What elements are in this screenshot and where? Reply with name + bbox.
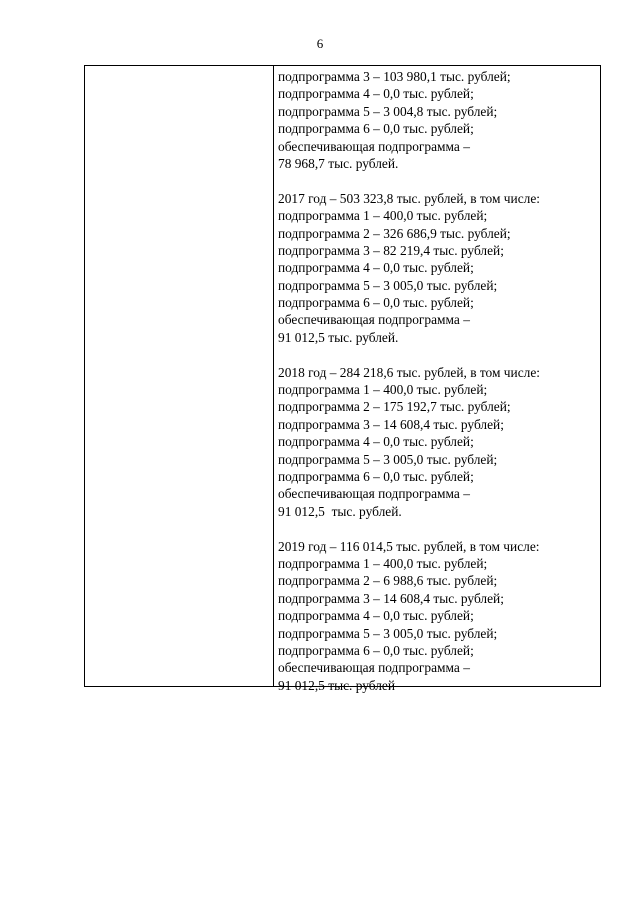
table-left-cell <box>85 66 273 686</box>
column-divider <box>273 66 274 686</box>
funding-line: подпрограмма 3 – 103 980,1 тыс. рублей; <box>278 69 511 84</box>
funding-line: подпрограмма 6 – 0,0 тыс. рублей; <box>278 295 474 311</box>
funding-line: подпрограмма 1 – 400,0 тыс. рублей; <box>278 382 488 398</box>
table-right-cell <box>278 68 596 694</box>
funding-block-2017 <box>278 190 596 347</box>
funding-line: подпрограмма 3 – 82 219,4 тыс. рублей; <box>278 242 504 258</box>
funding-line: подпрограмма 6 – 0,0 тыс. рублей; <box>278 642 474 658</box>
funding-line: подпрограмма 4 – 0,0 тыс. рублей; <box>278 86 474 102</box>
funding-line: обеспечивающая подпрограмма – <box>278 660 470 676</box>
funding-line: подпрограмма 3 – 14 608,4 тыс. рублей; <box>278 416 504 432</box>
year-total-line: 2019 год – 116 014,5 тыс. рублей, в том числе: <box>278 538 540 554</box>
funding-line: 91 012,5 тыс. рублей <box>278 677 396 693</box>
funding-line: 78 968,7 тыс. рублей. <box>278 155 399 171</box>
year-total-line: 2017 год – 503 323,8 тыс. рублей, в том числе: <box>278 190 540 206</box>
funding-line: подпрограмма 5 – 3 004,8 тыс. рублей; <box>278 103 498 119</box>
funding-line: подпрограмма 5 – 3 005,0 тыс. рублей; <box>278 451 498 467</box>
funding-line: обеспечивающая подпрограмма – <box>278 312 470 328</box>
funding-line: 91 012,5 тыс. рублей. <box>278 329 399 345</box>
funding-block-2018 <box>278 364 596 521</box>
page-number: 6 <box>316 36 324 51</box>
funding-line: подпрограмма 6 – 0,0 тыс. рублей; <box>278 468 474 484</box>
funding-line: подпрограмма 3 – 14 608,4 тыс. рублей; <box>278 590 504 606</box>
funding-line: подпрограмма 1 – 400,0 тыс. рублей; <box>278 208 488 224</box>
block-spacer <box>278 346 596 363</box>
funding-line: подпрограмма 4 – 0,0 тыс. рублей; <box>278 434 474 450</box>
funding-line: подпрограмма 4 – 0,0 тыс. рублей; <box>278 608 474 624</box>
funding-line: подпрограмма 2 – 6 988,6 тыс. рублей; <box>278 573 498 589</box>
funding-line: подпрограмма 1 – 400,0 тыс. рублей; <box>278 555 488 571</box>
funding-line: подпрограмма 5 – 3 005,0 тыс. рублей; <box>278 277 498 293</box>
year-total-line: 2018 год – 284 218,6 тыс. рублей, в том числе: <box>278 364 540 380</box>
block-spacer <box>278 520 596 537</box>
funding-line: обеспечивающая подпрограмма – <box>278 138 470 154</box>
funding-block-continuation <box>278 68 596 172</box>
funding-line: обеспечивающая подпрограмма – <box>278 486 470 502</box>
funding-line: подпрограмма 6 – 0,0 тыс. рублей; <box>278 121 474 137</box>
funding-line: подпрограмма 4 – 0,0 тыс. рублей; <box>278 260 474 276</box>
funding-line: подпрограмма 2 – 326 686,9 тыс. рублей; <box>278 225 511 241</box>
funding-line: подпрограмма 2 – 175 192,7 тыс. рублей; <box>278 399 511 415</box>
funding-table <box>84 65 601 693</box>
funding-line: подпрограмма 5 – 3 005,0 тыс. рублей; <box>278 625 498 641</box>
funding-block-2019 <box>278 538 596 695</box>
funding-line: 91 012,5 тыс. рублей. <box>278 503 402 519</box>
block-spacer <box>278 172 596 189</box>
